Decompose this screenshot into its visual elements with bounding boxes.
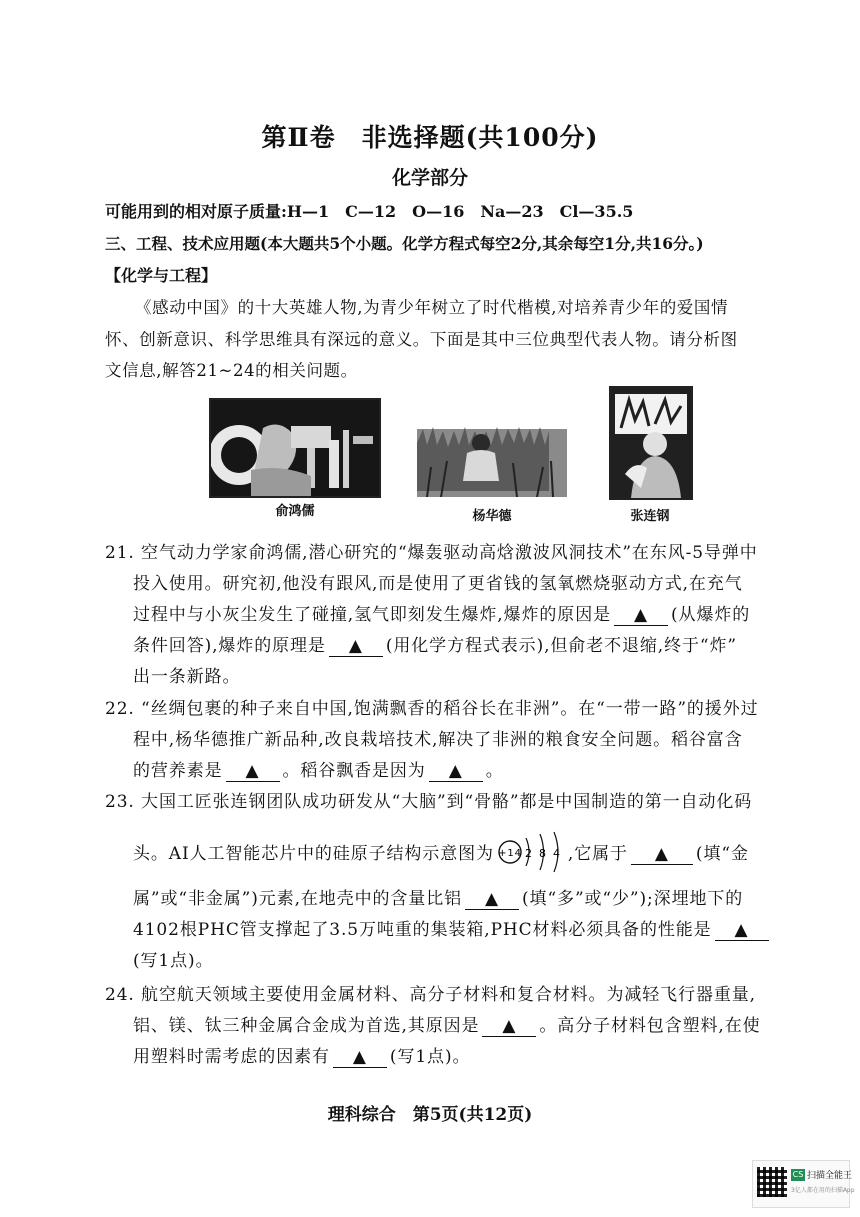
q21-blank-1[interactable]: ▲ [614, 605, 668, 626]
q23-line-4: 4102根PHC管支撑起了3.5万吨重的集装箱,PHC材料必须具备的性能是 ▲ [133, 915, 772, 941]
intro-line-2: 怀、创新意识、科学思维具有深远的意义。下面是其中三位典型代表人物。请分析图 [105, 330, 738, 349]
q24-line-2: 铝、镁、钛三种金属合金成为首选,其原因是 ▲ 。高分子材料包含塑料,在使 [133, 1016, 761, 1036]
q24-blank-2[interactable]: ▲ [333, 1047, 387, 1068]
q21-line-2: 投入使用。研究初,他没有跟风,而是使用了更省钱的氢氧燃烧驱动方式,在充气 [133, 574, 743, 594]
q21-line-4: 条件回答),爆炸的原理是 ▲ (用化学方程式表示),但俞老不退缩,终于“炸” [133, 636, 737, 656]
q23-line-1: 23. 大国工匠张连钢团队成功研发从“大脑”到“骨骼”都是中国制造的第一自动化码 [105, 792, 753, 812]
intro-line-1: 《感动中国》的十大英雄人物,为青少年树立了时代楷模,对培养青少年的爱国情 [135, 298, 729, 317]
q23-blank-1[interactable]: ▲ [631, 844, 693, 865]
shell-3-count: 4 [552, 847, 561, 860]
page-footer: 理科综合 第5页(共12页) [327, 1105, 533, 1125]
q23-line-3: 属”或“非金属”)元素,在地壳中的含量比铝 ▲ (填“多”或“少”);深埋地下的 [133, 889, 744, 909]
q21-line-3: 过程中与小灰尘发生了碰撞,氢气即刻发生爆炸,爆炸的原因是 ▲ (从爆炸的 [133, 605, 751, 625]
scanner-badge [752, 1160, 855, 1208]
photo-caption-3: 张连钢 [630, 509, 670, 524]
photo-yang-huade [417, 413, 567, 497]
scanner-name: 扫描全能王 [807, 1171, 853, 1181]
section-tag: 【化学与工程】 [105, 266, 218, 285]
q22-line-3: 的营养素是 ▲ 。稻谷飘香是因为 ▲ 。 [133, 761, 504, 781]
intro-line-3: 文信息,解答21~24的相关问题。 [105, 361, 358, 380]
q23-blank-3[interactable]: ▲ [715, 920, 769, 941]
q22-line-1: 22. “丝绸包裹的种子来自中国,饱满飘香的稻谷长在非洲”。在“一带一路”的援外过 [105, 699, 759, 719]
photo-caption-1: 俞鸿儒 [275, 504, 315, 519]
scanner-subtitle: 3亿人都在用的扫描App [791, 1187, 855, 1194]
q24-line-1: 24. 航空航天领域主要使用金属材料、高分子材料和复合材料。为减轻飞行器重量, [105, 985, 756, 1005]
photo-caption-2: 杨华德 [472, 509, 512, 524]
shell-2-count: 8 [538, 847, 547, 860]
photo-zhang-liangang [609, 386, 693, 500]
page-title: 第Ⅱ卷 非选择题(共100分) [261, 123, 599, 152]
q21-line-1: 21. 空气动力学家俞鸿儒,潜心研究的“爆轰驱动高焓激波风洞技术”在东风-5导弹中 [105, 543, 758, 563]
section-heading: 三、工程、技术应用题(本大题共5个小题。化学方程式每空2分,其余每空1分,共16分。) [105, 234, 704, 253]
scanner-logo-icon: CS [792, 1170, 804, 1179]
q24-blank-1[interactable]: ▲ [482, 1016, 536, 1037]
q21-line-5: 出一条新路。 [133, 667, 241, 687]
silicon-atom-diagram [496, 830, 566, 879]
q23-line-5: (写1点)。 [133, 951, 214, 971]
shell-1-count: 2 [524, 847, 533, 860]
q22-line-2: 程中,杨华德推广新品种,改良栽培技术,解决了非洲的粮食安全问题。稻谷富含 [133, 730, 743, 750]
atom-nucleus-label: +14 [498, 848, 522, 859]
photo-yu-hongru [209, 398, 381, 498]
qr-code-icon [757, 1167, 787, 1197]
section-subtitle: 化学部分 [391, 167, 468, 189]
q23-blank-2[interactable]: ▲ [465, 889, 519, 910]
q22-blank-1[interactable]: ▲ [226, 761, 280, 782]
atomic-masses: 可能用到的相对原子质量:H—1 C—12 O—16 Na—23 Cl—35.5 [105, 202, 634, 221]
q24-line-3: 用塑料时需考虑的因素有 ▲ (写1点)。 [133, 1047, 471, 1067]
q21-blank-2[interactable]: ▲ [329, 636, 383, 657]
q22-blank-2[interactable]: ▲ [429, 761, 483, 782]
q23-line-2: 头。AI人工智能芯片中的硅原子结构示意图为 +14 2 8 4 ,它属于 ▲ (填“金 [133, 830, 749, 879]
